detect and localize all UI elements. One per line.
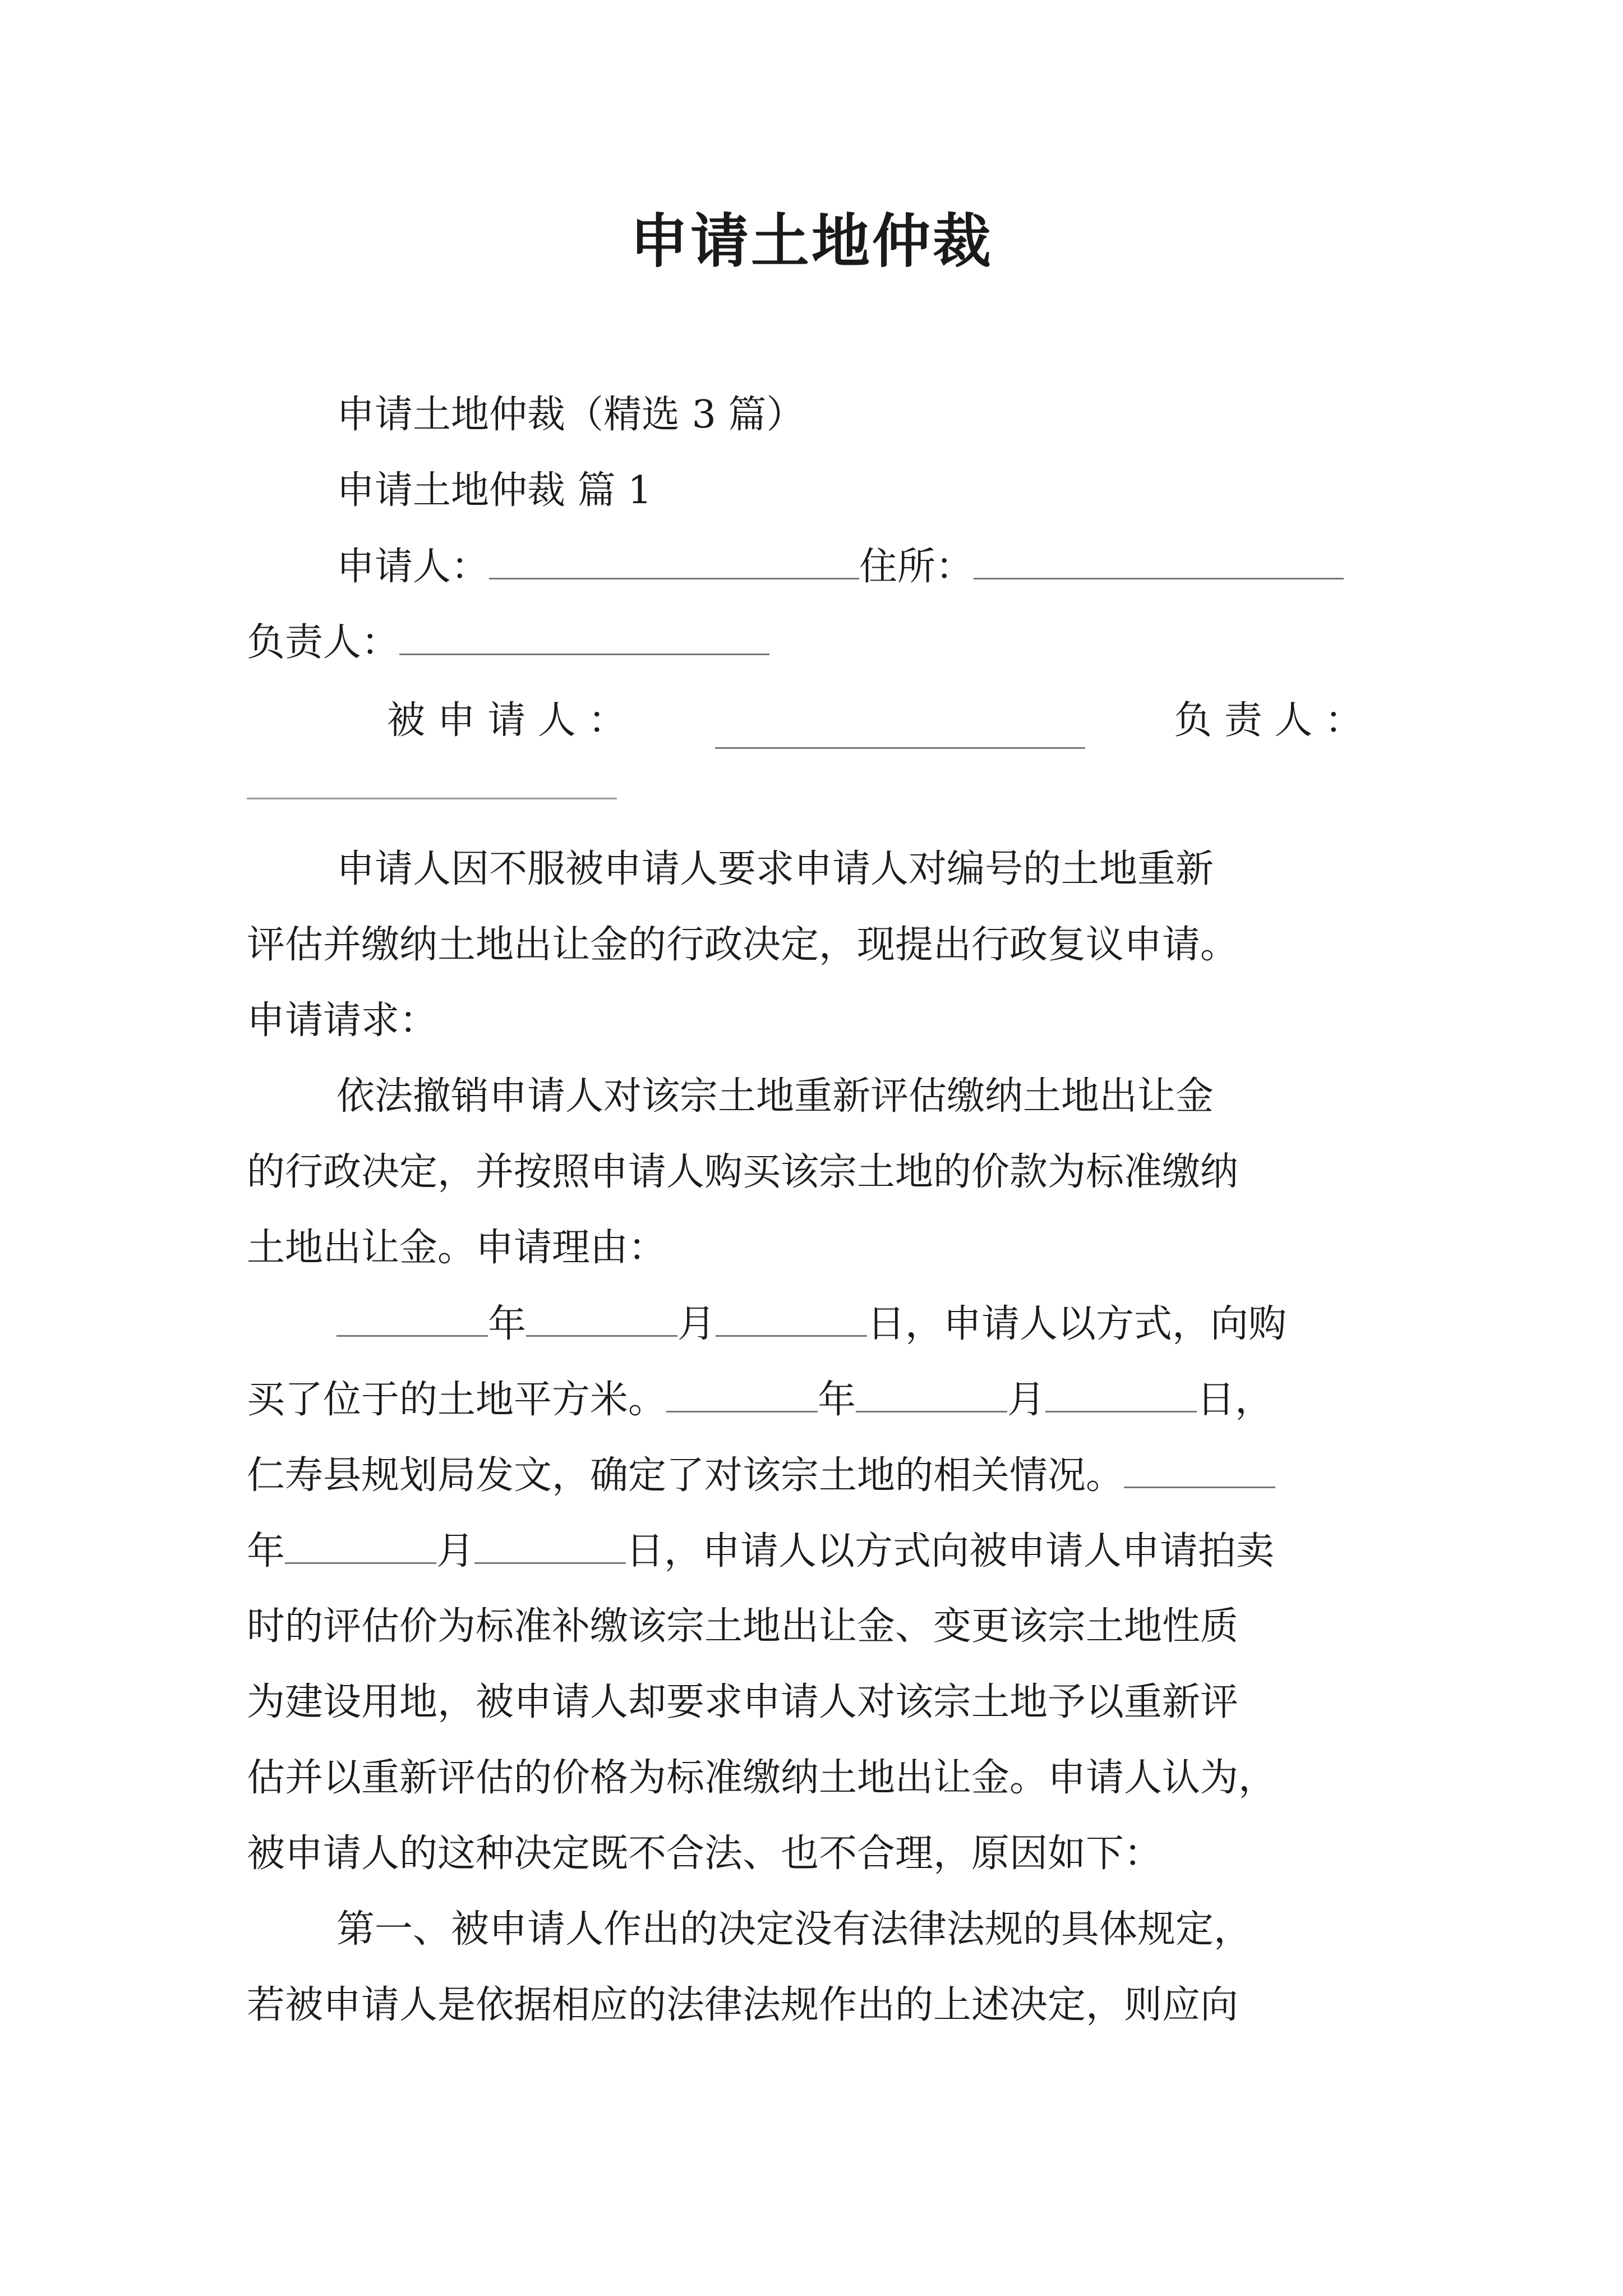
day-blank: [474, 1523, 626, 1564]
subtitle: 申请土地仲裁（精选 3 篇）: [336, 393, 805, 437]
p2-line-1: 依法撤销申请人对该宗土地重新评估缴纳土地出让金: [336, 1074, 1214, 1119]
p4-line-1: 第一、被申请人作出的决定没有法律法规的具体规定，: [336, 1907, 1252, 1952]
p3-line-8: 被申请人的这种决定既不合法、也不合理，原因如下：: [247, 1832, 1163, 1876]
p3-line-4-text: 日，申请人以方式向被申请人申请拍卖: [626, 1529, 1275, 1573]
address-label: 住所：: [859, 545, 974, 589]
applicant-label: 申请人：: [336, 545, 490, 589]
year-blank: [1124, 1447, 1275, 1488]
respondent-label: 被 申 请 人 ：: [387, 698, 626, 743]
p3-line-1-text: 日，申请人以方式，向购: [867, 1302, 1287, 1346]
p3-line-3: [247, 1447, 1385, 1504]
respondent-responsible-label: 负 责 人 ：: [1174, 698, 1363, 743]
responsible-line: [247, 614, 1385, 671]
day-blank: [1045, 1372, 1197, 1412]
year-blank: [666, 1372, 818, 1412]
p3-line-3-text: 仁寿县规划局发文，确定了对该宗土地的相关情况。: [247, 1453, 1124, 1498]
month-blank: [856, 1372, 1007, 1412]
day-label: 日，: [1197, 1378, 1274, 1422]
p1-line-1: 申请人因不服被申请人要求申请人对编号的土地重新: [336, 847, 1214, 891]
responsible-blank: [399, 614, 769, 655]
p3-line-7: 估并以重新评估的价格为标准缴纳土地出让金。申请人认为，: [247, 1756, 1277, 1800]
p2-line-3: 土地出让金。申请理由：: [247, 1226, 667, 1270]
p2-line-2: 的行政决定，并按照申请人购买该宗土地的价款为标准缴纳: [247, 1150, 1239, 1194]
respondent-responsible-blank: [247, 797, 617, 799]
month-blank: [526, 1296, 677, 1337]
section-heading: 申请土地仲裁 篇 1: [336, 468, 652, 513]
month-label: 月: [436, 1529, 475, 1573]
p3-line-2-text: 买了位于的土地平方米。: [247, 1378, 667, 1422]
applicant-blank: [489, 539, 859, 579]
p3-line-4: [247, 1523, 1385, 1580]
month-blank: [285, 1523, 436, 1564]
p1-line-2: 评估并缴纳土地出让金的行政决定，现提出行政复议申请。: [247, 923, 1239, 967]
month-label: 月: [677, 1302, 716, 1346]
year-label: 年: [488, 1302, 527, 1346]
respondent-blank: [715, 708, 1085, 749]
p3-line-5: 时的评估价为标准补缴该宗土地出让金、变更该宗土地性质: [247, 1604, 1239, 1649]
document-title: 申请土地仲裁: [629, 206, 993, 275]
year-label: 年: [818, 1378, 856, 1422]
address-blank: [974, 539, 1344, 579]
year-blank: [336, 1296, 488, 1337]
p3-line-6: 为建设用地，被申请人却要求申请人对该宗土地予以重新评: [247, 1680, 1239, 1724]
month-label: 月: [1007, 1378, 1046, 1422]
respondent-line: [387, 693, 1363, 749]
p1-line-3: 申请请求：: [247, 999, 438, 1043]
p4-line-2: 若被申请人是依据相应的法律法规作出的上述决定，则应向: [247, 1983, 1239, 2027]
day-blank: [716, 1296, 867, 1337]
p3-line-1: [336, 1296, 1385, 1352]
p3-line-2: [247, 1372, 1385, 1428]
responsible-label: 负责人：: [247, 620, 400, 665]
applicant-line: [336, 539, 1385, 595]
year-label: 年: [247, 1529, 285, 1573]
